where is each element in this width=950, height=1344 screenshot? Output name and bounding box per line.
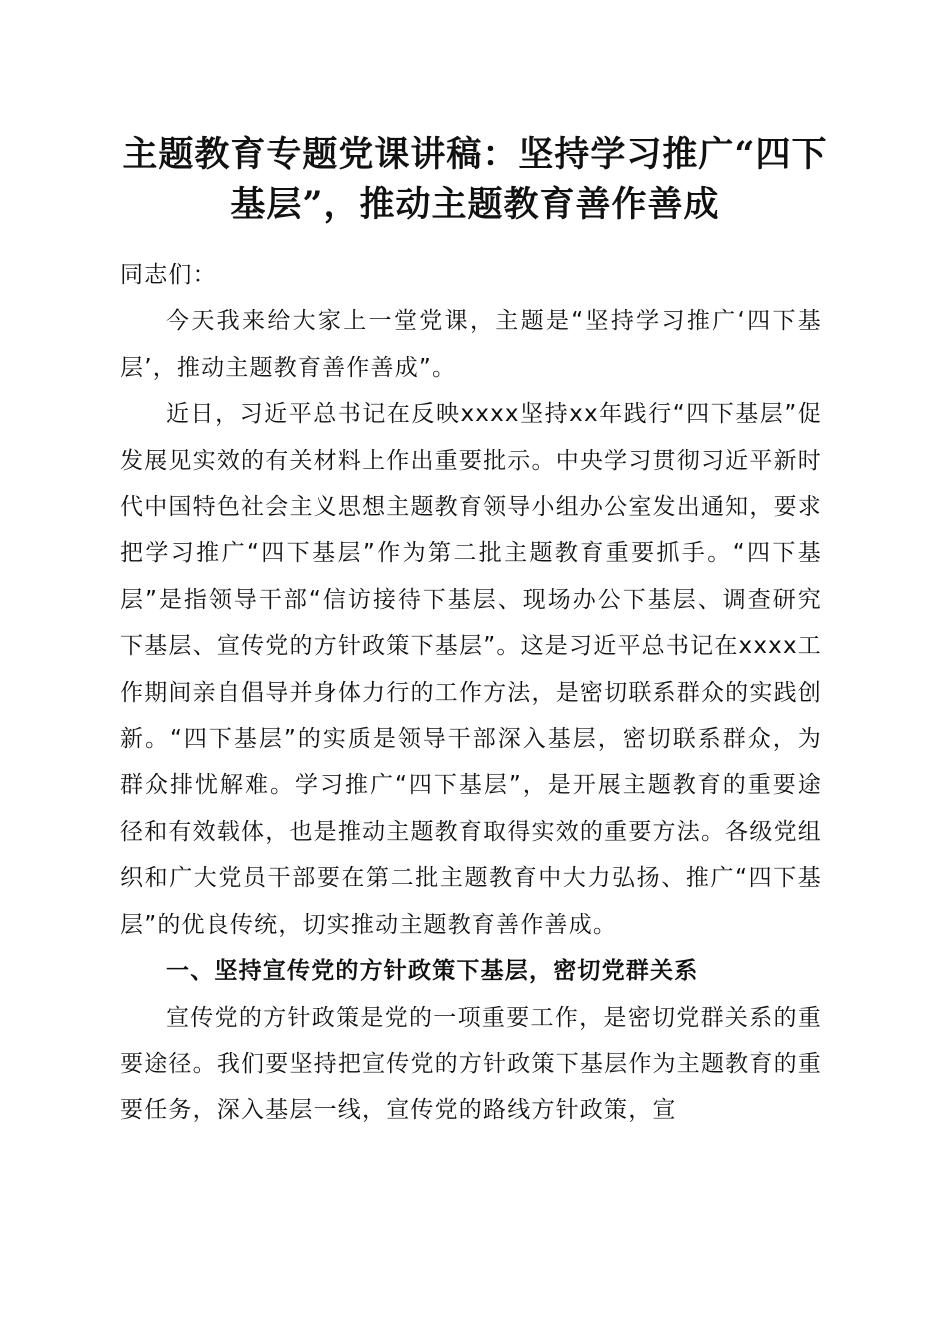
section-heading-1: 一、坚持宣传党的方针政策下基层，密切党群关系 [166, 958, 699, 985]
document-body [120, 252, 822, 1134]
document-title [100, 130, 850, 230]
section-1-paragraph: 宣传党的方针政策是党的一项重要工作，是密切党群关系的重要途径。我们要坚持把宣传党的方针政策下基层作为主题教育的重要任务，深入基层一线，宣传党的路线方针政策，宣 [120, 1004, 822, 1124]
paragraph-intro: 今天我来给大家上一堂党课，主题是“坚持学习推广‘四下基层’，推动主题教育善作善成”。 [120, 308, 822, 381]
paragraph-background: 近日，习近平总书记在反映xxxx坚持xx年践行“四下基层”促发展见实效的有关材料上作出重要批示。中央学习贯彻习近平新时代中国特色社会主义思想主题教育领导小组办公室发出通知，要求把学习推广“四下基层”作为第二批主题教育重要抓手。“四下基层”是指领导干部“信访接待下基层、现场办公下基层、调查研究下基层、宣传党的方针政策下基层”。这是习近平总书记在xxxx工作期间亲自倡导并身体力行的工作方法，是密切联系群众的实践创新。“四下基层”的实质是领导干部深入基层，密切联系群众，为群众排忧解难。学习推广“四下基层”，是开展主题教育的重要途径和有效载体，也是推动主题教育取得实效的重要方法。各级党组织和广大党员干部要在第二批主题教育中大力弘扬、推广“四下基层”的优良传统，切实推动主题教育善作善成。 [120, 401, 822, 938]
title-line-1: 主题教育专题党课讲稿：坚持学习推广“四下 [122, 134, 828, 175]
title-line-2: 基层”，推动主题教育善作善成 [230, 184, 720, 225]
salutation: 同志们： [120, 262, 217, 288]
